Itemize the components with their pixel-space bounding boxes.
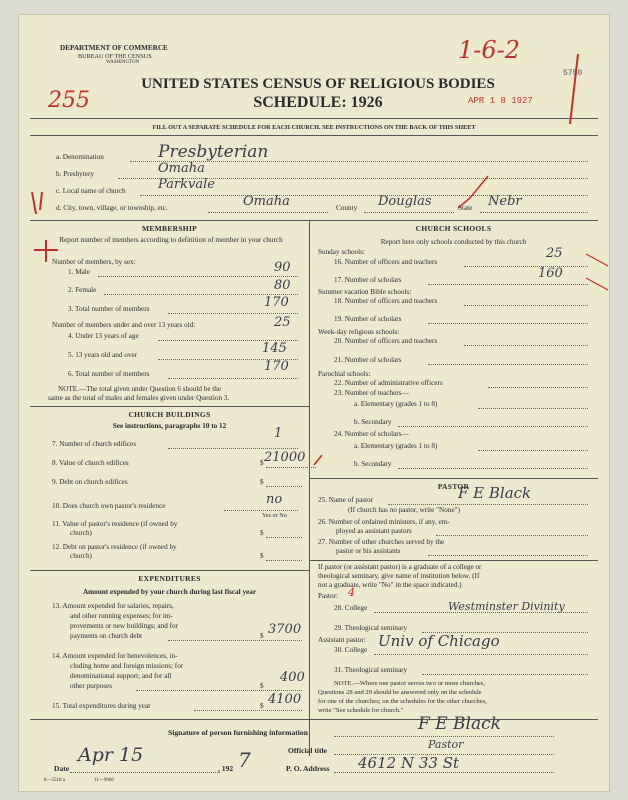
benevolences-label-1: 14. Amount expended for benevolences, in- — [52, 652, 178, 660]
county-value: Douglas — [378, 194, 432, 209]
graduate-intro-3: not a graduate, write "No" in the space indicated.) — [318, 581, 462, 589]
buildings-sub: See instructions, paragraphs 10 to 12 — [112, 422, 227, 430]
parochial-teachers-label: 23. Number of teachers— — [334, 389, 409, 397]
total-expenditures-value: 4100 — [268, 692, 302, 707]
parochial-officers-label: 22. Number of administrative officers — [334, 379, 443, 387]
edifices-count-label: 7. Number of church edifices — [52, 440, 137, 448]
dollar-sign: $ — [260, 682, 264, 690]
city-value: Omaha — [243, 194, 290, 209]
total-members-6-label: 6. Total number of members — [68, 370, 150, 378]
owns-residence-value: no — [266, 492, 283, 507]
city-label: WASHINGTON — [106, 60, 140, 65]
schedule-title: SCHEDULE: 1926 — [253, 94, 383, 111]
membership-title: MEMBERSHIP — [141, 224, 198, 233]
schools-intro: Report here only schools conducted by this church — [380, 238, 527, 246]
residence-debt-label-2: church) — [70, 552, 92, 560]
total-members-label: 3. Total number of members — [68, 305, 150, 313]
denomination-label: a. Denomination — [56, 153, 104, 161]
benevolences-label-4: other purposes — [70, 682, 113, 690]
census-schedule-sheet — [18, 14, 610, 792]
bureau-label: BUREAU OF THE CENSUS — [78, 53, 152, 60]
signature-value: F E Black — [418, 714, 501, 734]
graduate-intro-2: theological seminary, give name of institution below. (If — [318, 572, 480, 580]
residence-debt-label-1: 12. Debt on pastor's residence (if owned by — [52, 543, 177, 551]
members-by-sex-label: Number of members, by sex: — [52, 258, 136, 266]
male-value: 90 — [274, 260, 291, 275]
edifices-value-value: 21000 — [264, 450, 306, 465]
sunday-teachers-label: 16. Number of officers and teachers — [334, 258, 438, 266]
instruction-banner: FILL OUT A SEPARATE SCHEDULE FOR EACH CHURCH. SEE INSTRUCTIONS ON THE BACK OF THIS SHEET — [152, 124, 476, 131]
pastor-none-hint: (If church has no pastor, write "None") — [348, 506, 460, 514]
benevolences-label-2: cluding home and foreign missions; for — [70, 662, 184, 670]
weekday-teachers-label: 20. Number of officers and teachers — [334, 337, 438, 345]
over-13-value: 145 — [262, 341, 287, 356]
red-pencil-marks — [18, 14, 610, 792]
county-label: County — [336, 204, 358, 212]
running-expenses-label-2: and other running expenses; for im- — [70, 612, 173, 620]
edifices-count-value: 1 — [274, 426, 283, 441]
official-title-value: Pastor — [428, 738, 464, 751]
assistant-college-value: Univ of Chicago — [378, 632, 500, 650]
serial-number: 5750 — [563, 69, 583, 78]
pastor-note-1: NOTE.—Where one pastor serves two or more churches, — [334, 680, 486, 687]
running-expenses-label-3: provements or new buildings; and for — [70, 622, 178, 630]
total-members-6-value: 170 — [264, 359, 289, 374]
total-members-value: 170 — [264, 295, 289, 310]
presbytery-value: Omaha — [158, 161, 205, 176]
membership-note-1: NOTE.—The total given under Question 6 should be the — [58, 385, 222, 393]
pastor-sublabel: Pastor: — [318, 592, 338, 600]
teachers-secondary-label: b. Secondary — [354, 418, 392, 426]
dollar-sign: $ — [260, 552, 264, 560]
date-label: Date — [54, 764, 70, 773]
yes-or-no-hint: Yes or No — [262, 512, 287, 519]
assistant-college-label: 30. College — [334, 646, 368, 654]
pastor-note-4: write "See schedule for church." — [318, 707, 404, 714]
edifices-debt-label: 9. Debt on church edifices — [52, 478, 128, 486]
summer-scholars-label: 19. Number of scholars — [334, 315, 402, 323]
assistant-pastor-sublabel: Assistant pastor: — [318, 636, 366, 644]
state-value: Nebr — [488, 194, 522, 209]
red-annotation-left: 255 — [48, 88, 90, 113]
weekday-scholars-label: 21. Number of scholars — [334, 356, 402, 364]
female-label: 2. Female — [68, 286, 97, 294]
pastor-note-3: for one of the churches; on the schedules for the other churches, — [318, 698, 487, 705]
red-check-mark: 4 — [348, 586, 355, 599]
running-expenses-label-4: payments on church debt — [70, 632, 143, 640]
over-13-label: 5. 13 years old and over — [68, 351, 138, 359]
local-name-label: c. Local name of church — [56, 187, 126, 195]
denomination-value: Presbyterian — [158, 142, 269, 162]
dollar-sign: $ — [260, 459, 264, 467]
date-value: Apr 15 — [78, 744, 144, 766]
age-heading: Number of members under and over 13 years old: — [52, 321, 196, 329]
pastor-note-2: Questions 28 and 29 should be answered only on the schedule — [318, 689, 482, 696]
signature-label: Signature of person furnishing information — [168, 728, 308, 737]
printer-code: 11—9066 — [94, 778, 114, 783]
year-value: 7 — [238, 748, 251, 772]
summer-teachers-label: 18. Number of officers and teachers — [334, 297, 438, 305]
summer-schools-heading: Summer vacation Bible schools: — [318, 288, 412, 296]
weekday-schools-heading: Week-day religious schools: — [318, 328, 400, 336]
female-value: 80 — [274, 278, 291, 293]
red-annotation-top: 1-6-2 — [458, 36, 521, 64]
po-address-value: 4612 N 33 St — [358, 754, 459, 772]
residence-value-label-2: church) — [70, 529, 92, 537]
po-address-label: P. O. Address — [286, 764, 330, 773]
dollar-sign: $ — [260, 478, 264, 486]
assistant-count-label-2: ployed as assistant pastors — [336, 527, 412, 535]
membership-note-2: same as the total of males and females given under Question 3. — [48, 394, 230, 402]
scholars-elementary-label: a. Elementary (grades 1 to 8) — [354, 442, 438, 450]
parochial-scholars-label: 24. Number of scholars— — [334, 430, 409, 438]
expenditures-title: EXPENDITURES — [138, 574, 201, 583]
male-label: 1. Male — [68, 268, 90, 276]
schools-title: CHURCH SCHOOLS — [415, 224, 492, 233]
graduate-intro-1: If pastor (or assistant pastor) is a graduate of a college or — [318, 563, 482, 571]
official-title-label: Official title — [288, 746, 328, 755]
assistant-count-label-1: 26. Number of ordained ministers, if any, em- — [318, 518, 450, 526]
pastor-college-value: Westminster Divinity — [448, 600, 565, 613]
assistant-seminary-label: 31. Theological seminary — [334, 666, 408, 674]
scholars-secondary-label: b. Secondary — [354, 460, 392, 468]
owns-residence-label: 10. Does church own pastor's residence — [52, 502, 166, 510]
sunday-scholars-label: 17. Number of scholars — [334, 276, 402, 284]
form-number: 8—5518 a — [44, 778, 65, 783]
form-title: UNITED STATES CENSUS OF RELIGIOUS BODIES — [141, 76, 495, 92]
year-label: , 192 — [218, 764, 234, 773]
teachers-elementary-label: a. Elementary (grades 1 to 8) — [354, 400, 438, 408]
sunday-teachers-value: 25 — [546, 246, 563, 261]
pastor-title: PASTOR — [437, 482, 470, 491]
dollar-sign: $ — [260, 702, 264, 710]
dollar-sign: $ — [260, 632, 264, 640]
benevolences-label-3: denominational support; and for all — [70, 672, 172, 680]
pastor-college-label: 28. College — [334, 604, 368, 612]
parochial-schools-heading: Parochial schools: — [318, 370, 371, 378]
edifices-value-label: 8. Value of church edifices — [52, 459, 129, 467]
membership-intro: Report number of members according to definition of member in your church — [59, 236, 283, 244]
local-name-value: Parkvale — [158, 177, 215, 192]
pastor-seminary-label: 29. Theological seminary — [334, 624, 408, 632]
running-expenses-value: 3700 — [268, 622, 302, 637]
sunday-scholars-value: 160 — [538, 266, 563, 281]
total-expenditures-label: 15. Total expenditures during year — [52, 702, 151, 710]
presbytery-label: b. Presbytery — [56, 170, 94, 178]
pastor-name-label: 25. Name of pastor — [318, 496, 374, 504]
expenditures-sub: Amount expended by your church during last fiscal year — [82, 588, 257, 596]
dollar-sign: $ — [260, 529, 264, 537]
sunday-schools-heading: Sunday schools: — [318, 248, 365, 256]
other-churches-label-1: 27. Number of other churches served by the — [318, 538, 445, 546]
city-label-row: d. City, town, village, or township, etc. — [56, 204, 168, 212]
other-churches-label-2: pastor or his assistants — [336, 547, 401, 555]
benevolences-value: 400 — [280, 670, 305, 685]
state-label: State — [458, 204, 473, 212]
buildings-title: CHURCH BUILDINGS — [128, 410, 211, 419]
pastor-name-value: F E Black — [458, 484, 532, 502]
under-13-label: 4. Under 13 years of age — [68, 332, 139, 340]
running-expenses-label-1: 13. Amount expended for salaries, repairs, — [52, 602, 174, 610]
residence-value-label-1: 11. Value of pastor's residence (if owned by — [52, 520, 178, 528]
age-heading-value: 25 — [274, 315, 291, 330]
department-label: DEPARTMENT OF COMMERCE — [60, 44, 168, 52]
received-stamp: APR 1 8 1927 — [468, 96, 533, 106]
